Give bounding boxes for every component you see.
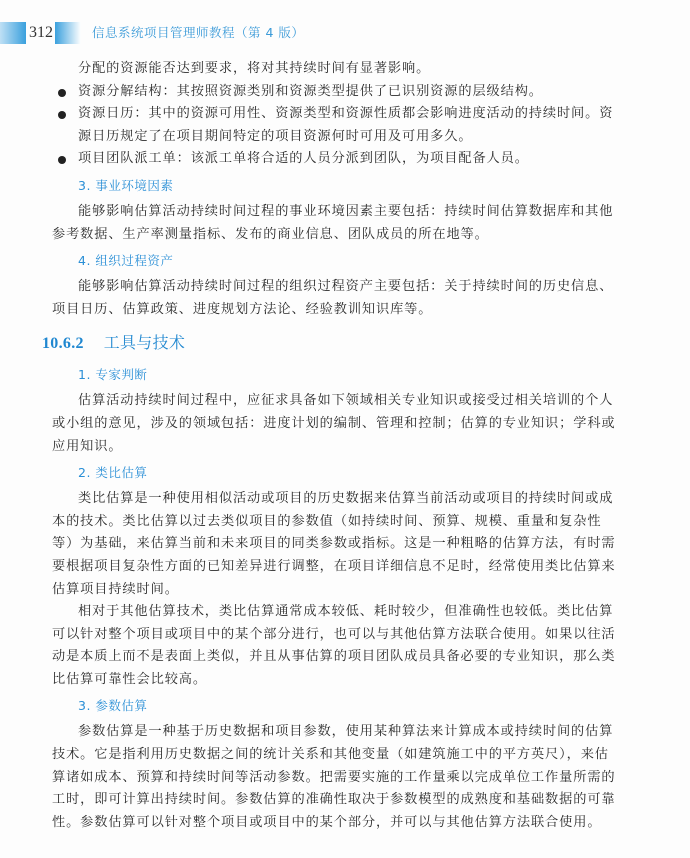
section-number: 10.6.2 bbox=[42, 335, 84, 353]
subheading-org-process-assets: 4. 组织过程资产 bbox=[78, 253, 174, 269]
paragraph: 参数估算是一种基于历史数据和项目参数，使用某种算法来计算成本或持续时间的估算技术。它是指利用历史数据之间的统计关系和其他变量（如建筑施工中的平方英尺），来估算诸如成本、预算和持续时间等活动参数。把需要实施的工作量乘以完成单位工作量所需的工时，即可计算出持续时间。参数估算的准确性取决于参数模型的成熟度和基础数据的可靠性。参数估算可以针对整个项目或项目中的某个部分，并可以与其他估算方法联合使用。 bbox=[52, 724, 616, 830]
paragraph: 估算活动持续时间过程中，应征求具备如下领域相关专业知识或接受过相关培训的个人或小组的意见，涉及的领域包括：进度计划的编制、管理和控制；估算的专业知识；学科或应用知识。 bbox=[52, 393, 616, 454]
header-accent-bar-right bbox=[55, 22, 81, 44]
bullet-icon bbox=[58, 89, 66, 97]
subheading-enterprise-factors: 3. 事业环境因素 bbox=[78, 177, 174, 193]
subheading-expert-judgment: 1. 专家判断 bbox=[78, 367, 148, 383]
paragraph: 能够影响估算活动持续时间过程的事业环境因素主要包括：持续时间估算数据库和其他参考数据、生产率测量指标、发布的商业信息、团队成员的所在地等。 bbox=[52, 203, 614, 242]
page-number: 312 bbox=[29, 24, 53, 41]
bullet-item: 资源日历：其中的资源可用性、资源类型和资源性质都会影响进度活动的持续时间。资源日历规定了在项目期间特定的项目资源何时可用及可用多久。 bbox=[52, 103, 618, 148]
page-content bbox=[42, 58, 618, 834]
continuation-text: 分配的资源能否达到要求，将对其持续时间有显著影响。 bbox=[78, 61, 431, 76]
paragraph: 类比估算是一种使用相似活动或项目的历史数据来估算当前活动或项目的持续时间或成本的技术。类比估算以过去类似项目的参数值（如持续时间、预算、规模、重量和复杂性等）为基础，来估算当前和未来项目的同类参数或指标。这是一种粗略的估算方法，有时需要根据项目复杂性方面的已知差异进行调整，在项目详细信息不足时，经常使用类比估算来估算项目持续时间。 bbox=[52, 491, 616, 597]
bullet-item: 资源分解结构：其按照资源类别和资源类型提供了已识别资源的层级结构。 bbox=[52, 81, 618, 104]
book-title: 信息系统项目管理师教程（第 4 版） bbox=[92, 25, 305, 40]
paragraph: 能够影响估算活动持续时间过程的组织过程资产主要包括：关于持续时间的历史信息、项目日历、估算政策、进度规划方法论、经验教训知识库等。 bbox=[52, 279, 614, 317]
subheading-parametric-estimating: 3. 参数估算 bbox=[78, 698, 148, 714]
section-heading bbox=[42, 331, 618, 356]
bullet-item: 项目团队派工单：该派工单将合适的人员分派到团队，为项目配备人员。 bbox=[52, 148, 618, 171]
page-header bbox=[0, 22, 690, 44]
bullet-icon bbox=[58, 111, 66, 119]
section-title: 工具与技术 bbox=[103, 333, 186, 353]
paragraph: 相对于其他估算技术，类比估算通常成本较低、耗时较少，但准确性也较低。类比估算可以针对整个项目或项目中的某个部分进行，也可以与其他估算方法联合使用。如果以往活动是本质上而不是表面上类似，并且从事估算的项目团队成员具备必要的专业知识，那么类比估算可靠性会比较高。 bbox=[52, 604, 616, 687]
header-accent-bar-left bbox=[0, 22, 26, 44]
bullet-icon bbox=[58, 156, 66, 164]
subheading-analogous-estimating: 2. 类比估算 bbox=[78, 465, 148, 481]
resource-bullet-list bbox=[52, 81, 618, 171]
